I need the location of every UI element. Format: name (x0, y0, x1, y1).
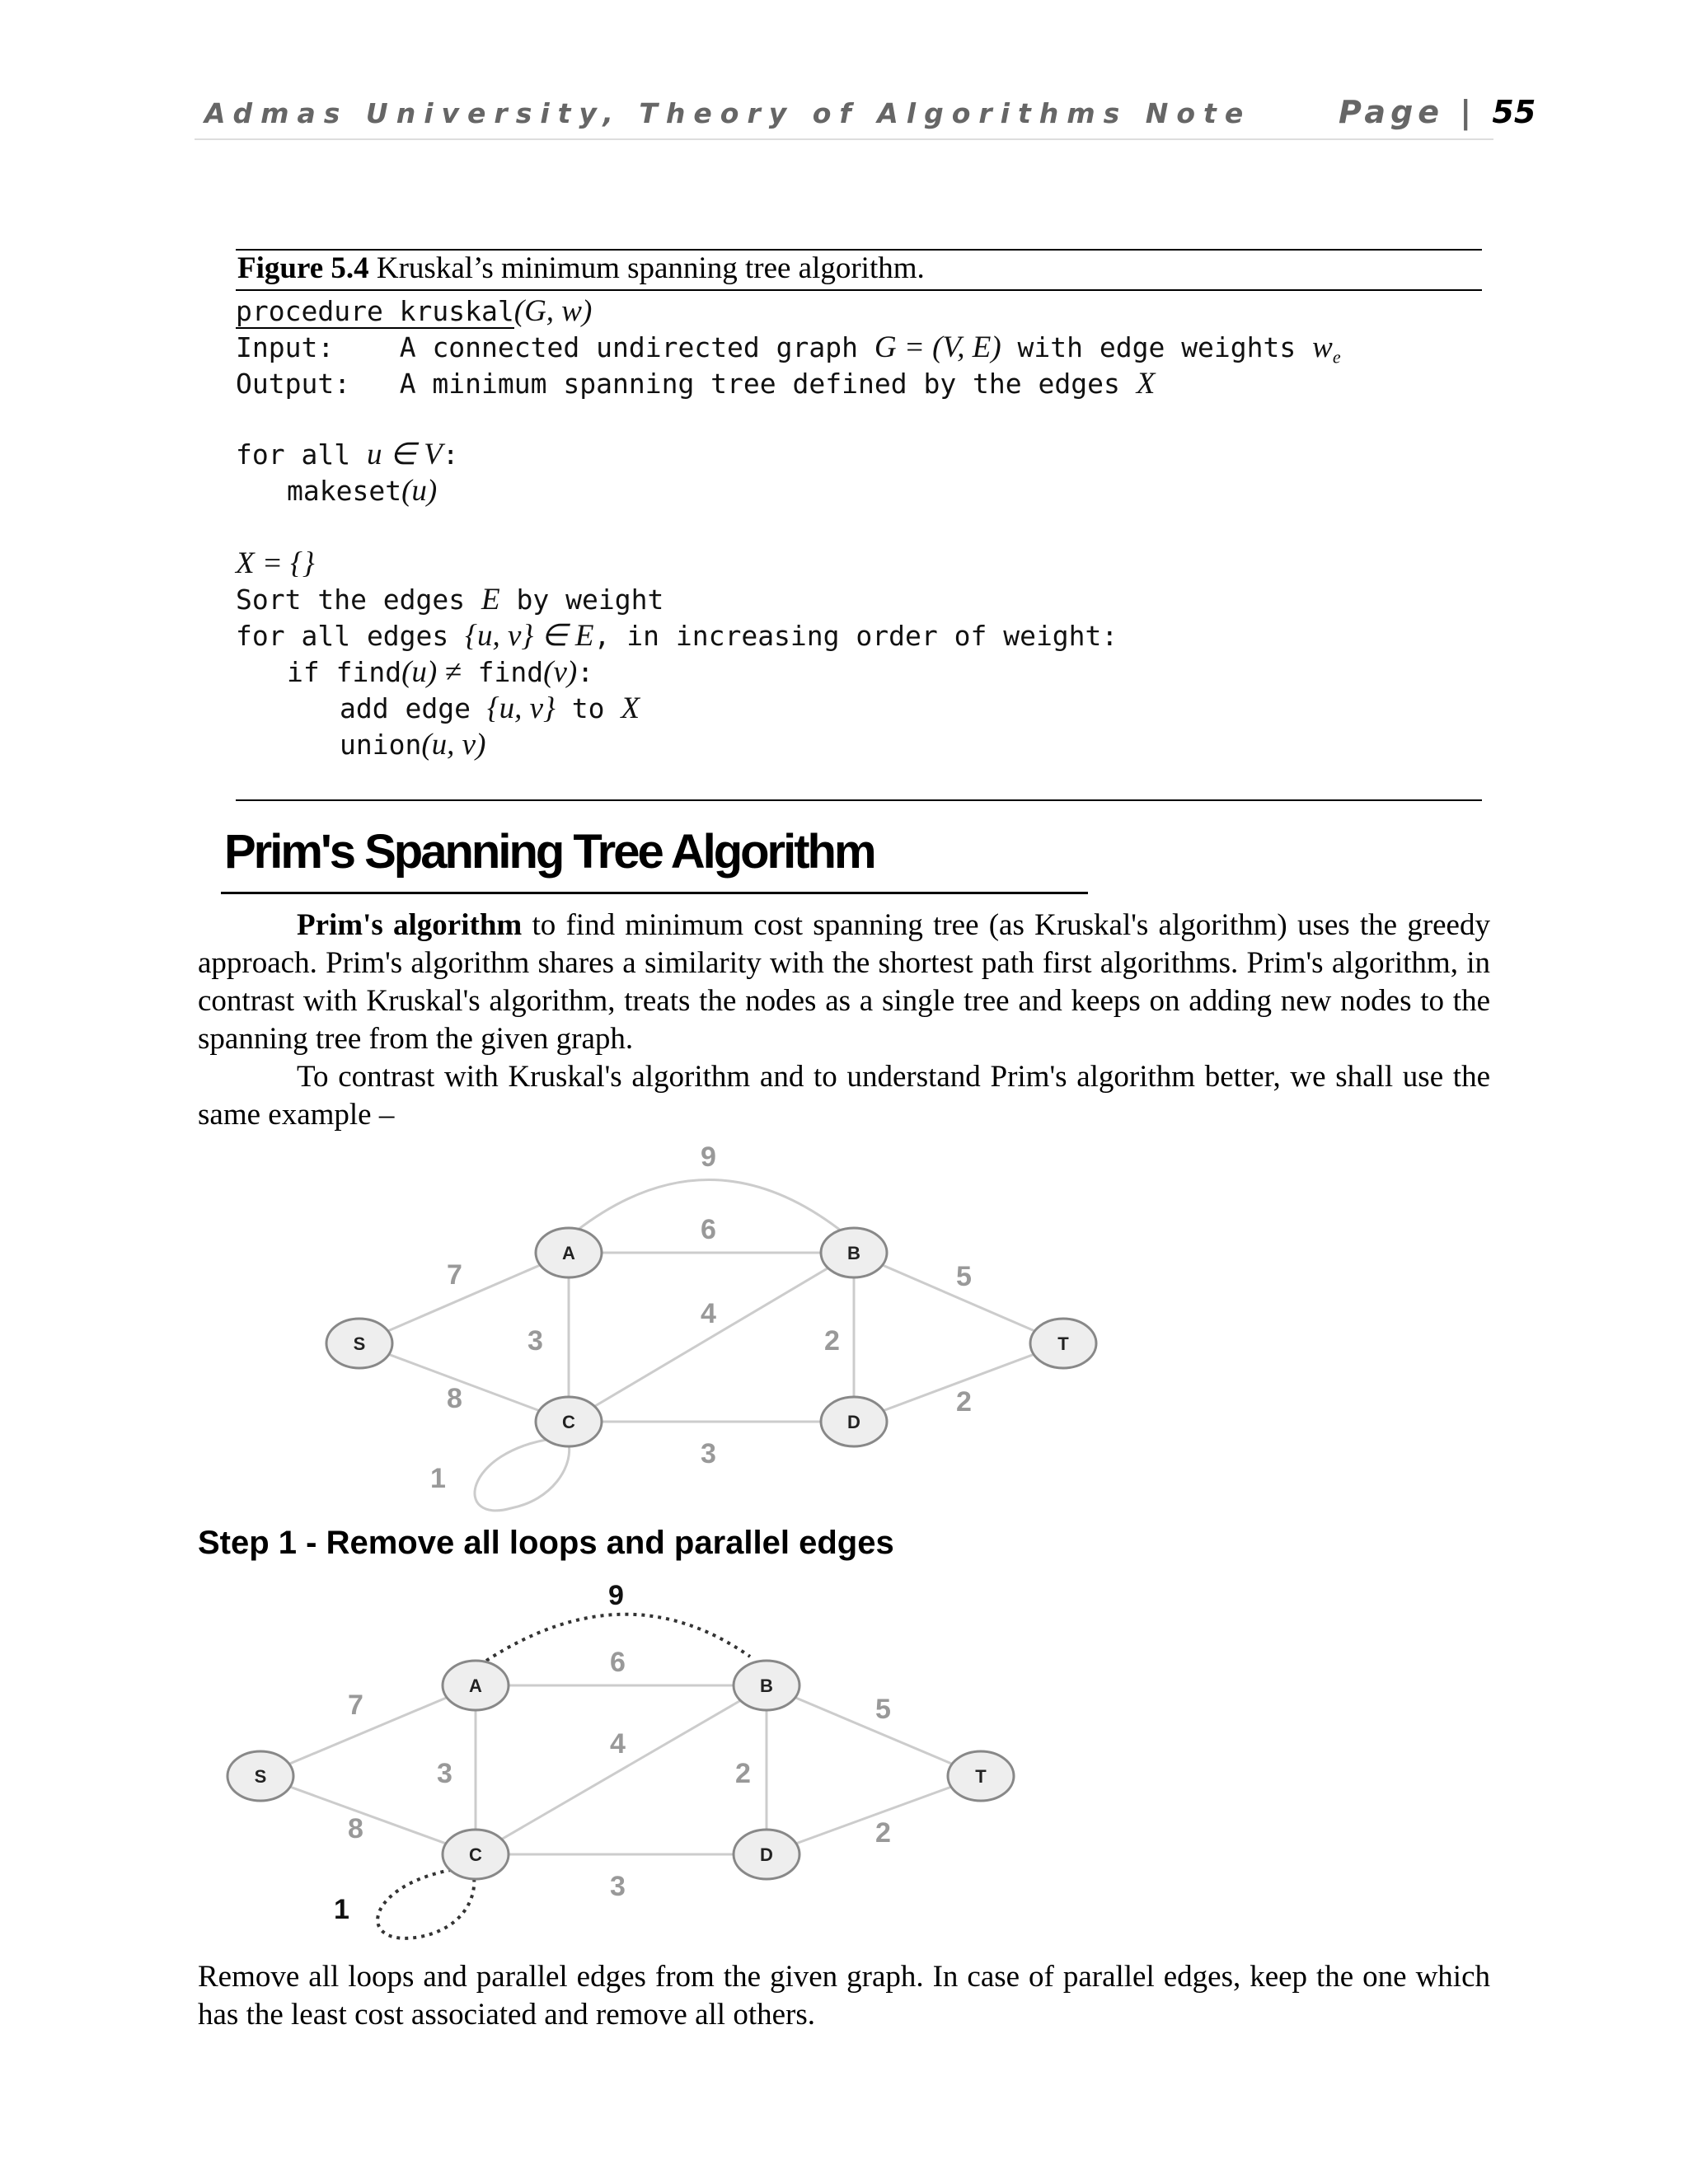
code-for1-math: u ∈ V (366, 438, 443, 471)
weight-label: 1 (430, 1463, 446, 1494)
edge-c-loop (475, 1438, 570, 1511)
paragraph-intro-bold: Prim's algorithm (297, 908, 523, 942)
weight-label: 2 (956, 1386, 972, 1418)
graph-node-c (443, 1830, 509, 1879)
code-add-math: {u, v} (486, 691, 556, 725)
figure-caption (237, 251, 925, 286)
code-input-sub: e (1332, 346, 1341, 368)
header-title: Admas University, Theory of Algorithms Note (204, 97, 1252, 129)
code-input-math: G = (V, E) (874, 330, 1001, 364)
code-sort-text: Sort the edges (236, 583, 466, 616)
code-if-end: : (577, 656, 594, 688)
weight-label: 6 (610, 1647, 626, 1678)
figure-caption-text: Kruskal’s minimum spanning tree algorithm. (376, 251, 925, 285)
weight-label: 7 (447, 1259, 462, 1291)
code-for2-math: {u, v} ∈ E (465, 619, 594, 653)
weight-label: 5 (875, 1694, 891, 1725)
page-number-label (1339, 94, 1536, 130)
node-label: A (562, 1243, 575, 1263)
node-label: C (469, 1844, 482, 1865)
code-add-to: to (571, 692, 605, 724)
code-for2-text: for all edges (236, 620, 449, 652)
weight-label: 4 (701, 1298, 716, 1329)
code-input-math2: w (1312, 330, 1333, 364)
weight-label: 2 (735, 1758, 751, 1789)
weight-label: 3 (528, 1325, 543, 1357)
code-output-label: Output: (236, 368, 351, 400)
code-sort-end: by weight (516, 583, 664, 616)
weight-label: 4 (610, 1728, 626, 1760)
weight-label: 2 (824, 1325, 840, 1357)
code-for1-text: for all (236, 438, 351, 471)
example-graph (297, 1137, 1121, 1516)
removed-edge-c-loop (377, 1868, 474, 1938)
node-label: B (760, 1675, 773, 1696)
weight-label: 3 (610, 1871, 626, 1902)
node-label: A (469, 1675, 482, 1696)
code-if-text: if find (287, 656, 402, 688)
graph-node-t (1030, 1319, 1096, 1368)
graph-node-s (326, 1319, 392, 1368)
code-union-text: union (340, 729, 422, 761)
graph-node-d (734, 1830, 799, 1879)
page-number: 55 (1492, 94, 1536, 130)
weight-label: 8 (447, 1383, 462, 1414)
graph-node-a (536, 1228, 602, 1277)
code-x-init-math: X = {} (236, 546, 315, 580)
header-divider (195, 138, 1493, 140)
node-label: B (847, 1243, 860, 1263)
code-if-math: (u) ≠ (401, 655, 462, 689)
code-input-text: A connected undirected graph (399, 331, 858, 363)
code-procedure (236, 293, 592, 330)
node-label: S (254, 1766, 267, 1787)
node-label: D (760, 1844, 773, 1865)
code-makeset (287, 473, 437, 509)
page-label: Page | (1339, 94, 1477, 130)
code-sort (236, 582, 663, 618)
code-add-x: X (621, 691, 640, 725)
code-for1-end: : (442, 438, 459, 471)
code-for2-end: , in increasing order of weight: (593, 620, 1118, 652)
graph-node-d (821, 1397, 887, 1446)
code-proc-keyword: procedure kruskal (236, 295, 514, 327)
code-if-math2: (v) (543, 655, 578, 689)
weight-label: 5 (956, 1261, 972, 1292)
code-output-math: X (1136, 367, 1156, 401)
code-input-label: Input: (236, 331, 335, 363)
edge-c-b (569, 1253, 854, 1422)
paragraph-intro (198, 907, 1490, 1058)
code-input-text2: with edge weights (1017, 331, 1296, 363)
weight-label: 8 (348, 1813, 363, 1844)
weight-label: 7 (348, 1690, 363, 1721)
code-output-text: A minimum spanning tree defined by the edges (399, 368, 1120, 400)
removed-weight-label: 9 (608, 1580, 624, 1611)
code-makeset-text: makeset (287, 475, 402, 507)
code-add-edge (340, 691, 640, 727)
code-if-find2: find (477, 656, 544, 688)
paragraph-contrast (198, 1058, 1490, 1134)
node-label: S (353, 1333, 366, 1354)
graph-node-b (821, 1228, 887, 1277)
edge-b-t (767, 1685, 981, 1776)
graph-node-t (948, 1751, 1014, 1801)
code-for-all-edges (236, 618, 1118, 654)
weight-label: 9 (701, 1141, 716, 1173)
node-label: C (562, 1412, 575, 1432)
section-title: Prim's Spanning Tree Algorithm (224, 825, 874, 879)
graph-node-c (536, 1397, 602, 1446)
code-union (340, 727, 485, 763)
edge-d-t (767, 1776, 981, 1854)
section-title-underline (221, 892, 1088, 894)
code-add-text: add edge (340, 692, 471, 724)
code-x-init (236, 546, 315, 582)
removed-weight-label: 1 (334, 1894, 349, 1925)
figure-caption-rule (236, 289, 1482, 291)
weight-label: 2 (875, 1817, 891, 1849)
code-makeset-arg: (u) (401, 474, 438, 508)
node-label: D (847, 1412, 860, 1432)
paragraph-contrast-text: To contrast with Kruskal's algorithm and to understand Prim's algorithm better, we shall use the same example – (198, 1060, 1490, 1132)
weight-label: 6 (701, 1214, 716, 1245)
step1-graph (198, 1570, 1055, 1949)
edge-c-b (476, 1685, 767, 1854)
paragraph-intro-text: to find minimum cost spanning tree (as Kruskal's algorithm) uses the greedy approach. Prim's algorithm shares a similarity with the shortest path first algorithms. Prim's algorithm, in contrast with Kruskal's algorithm, treats the nodes as a single tree and keeps on adding new nodes to the spanning tree from the given graph. (198, 908, 1490, 1056)
code-for-all-vertices (236, 437, 459, 473)
code-output (236, 366, 1155, 402)
figure-label: Figure 5.4 (237, 251, 369, 285)
code-if-find (287, 654, 593, 691)
graph-node-b (734, 1661, 799, 1710)
step1-heading: Step 1 - Remove all loops and parallel edges (198, 1525, 894, 1561)
paragraph-remove-loops: Remove all loops and parallel edges from the given graph. In case of parallel edges, keep the one which has the least cost associated and remove all others. (198, 1960, 1490, 2032)
graph-node-s (227, 1751, 293, 1801)
code-proc-args: (G, w) (513, 294, 593, 328)
node-label: T (1057, 1333, 1069, 1354)
code-sort-math: E (481, 583, 500, 616)
weight-label: 3 (701, 1438, 716, 1469)
graph-node-a (443, 1661, 509, 1710)
code-union-math: (u, v) (421, 728, 486, 762)
weight-label: 3 (437, 1758, 452, 1789)
figure-bottom-rule (236, 799, 1482, 801)
node-label: T (975, 1766, 987, 1787)
